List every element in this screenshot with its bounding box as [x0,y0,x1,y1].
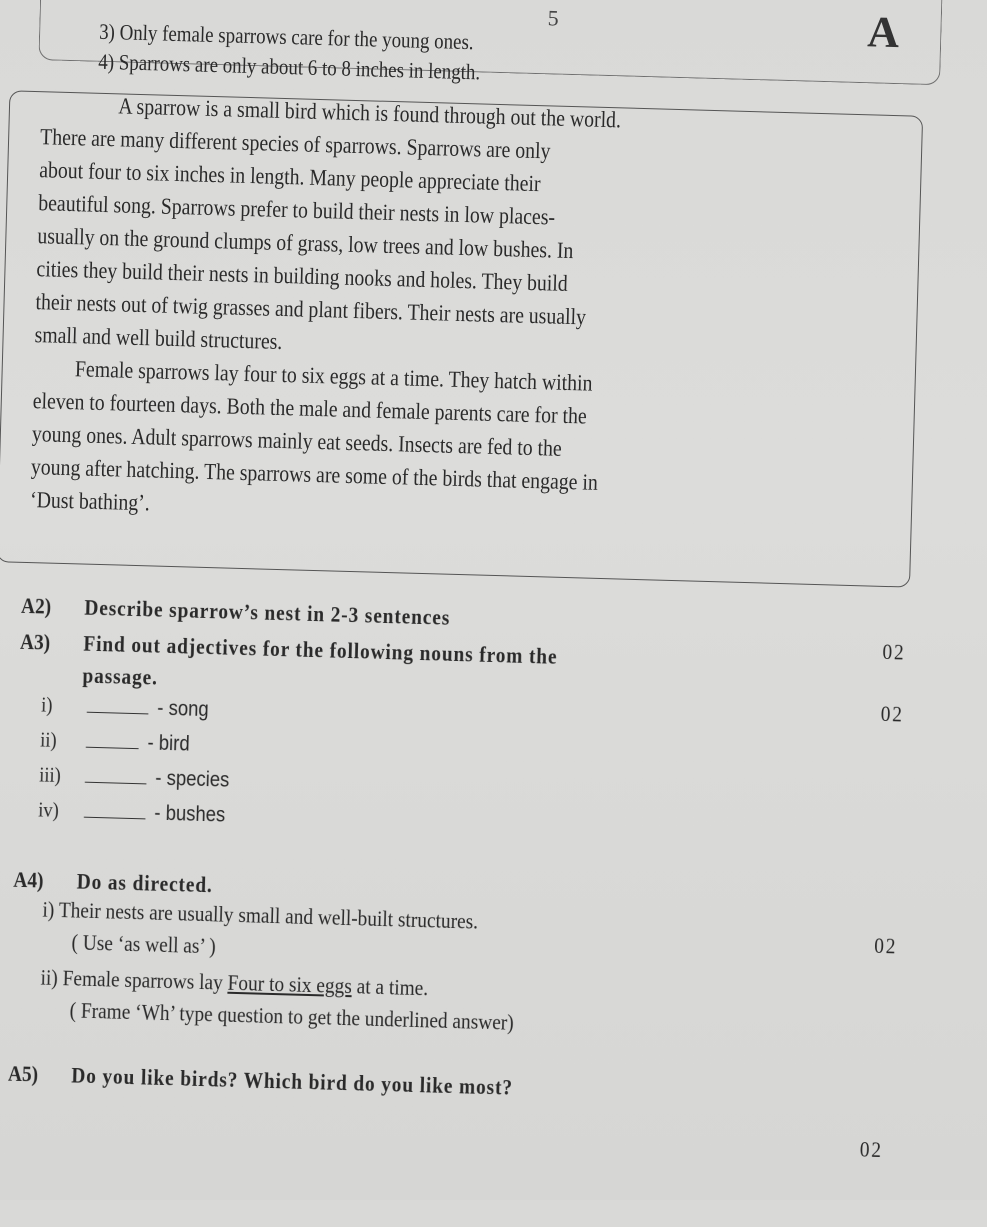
reading-passage [30,87,902,540]
passage-line: their nests out of twig grasses and plant fibers. Their nests are usually [35,289,587,330]
item-number: ii) [40,964,59,990]
do-as-directed-items [39,894,550,1040]
item-instruction: ( Frame ‘Wh’ type question to get the underlined answer) [69,997,515,1035]
item-noun: - bushes [154,801,226,827]
marks-a5: 02 [859,1136,884,1163]
statement-4: 4) Sparrows are only about 6 to 8 inches in length. [97,48,481,85]
item-noun: - species [155,766,230,792]
passage-line: beautiful song. Sparrows prefer to build their nests in low places- [38,190,556,230]
passage-line: usually on the ground clumps of grass, low trees and low bushes. In [37,223,574,264]
adjective-items [38,687,556,841]
question-text-continued: passage. [82,662,159,690]
questions-section [7,592,906,1163]
question-text: Describe sparrow’s nest in 2-3 sentences [84,594,451,630]
answer-blank[interactable] [85,768,147,785]
passage-line: young ones. Adult sparrows mainly eat seeds. Insects are fed to the [31,421,563,461]
item-sentence-start: Female sparrows lay [62,965,229,995]
question-a5 [7,1060,884,1163]
statement-3: 3) Only female sparrows care for the young ones. [98,18,474,55]
answer-blank[interactable] [86,733,139,749]
marks-a3: 02 [880,700,905,727]
marks-a4: 02 [873,932,898,959]
passage-line: about four to six inches in length. Many people appreciate their [38,157,541,197]
passage-line: A sparrow is a small bird which is found through out the world. [118,93,622,133]
question-number: A3) [19,628,51,655]
item-number: ii) [39,727,58,752]
item-number: iii) [38,762,62,787]
item-number: iv) [37,797,60,822]
marks-a2: 02 [882,638,906,665]
section-letter: A [866,7,900,58]
true-false-statements [98,17,482,88]
answer-blank[interactable] [87,698,149,715]
question-number: A2) [20,592,52,619]
passage-line: ‘Dust bathing’. [29,487,151,516]
passage-line: Female sparrows lay four to six eggs at a time. They hatch within [74,356,593,396]
item-sentence-end: at a time. [351,973,429,1001]
item-instruction: ( Use ‘as well as’ ) [71,929,217,959]
question-text: Do you like birds? Which bird do you like most? [71,1062,514,1100]
passage-line: young after hatching. The sparrows are some of the birds that engage in [30,454,599,495]
passage-line: small and well build structures. [34,322,283,355]
item-noun: - song [157,696,209,722]
passage-line: cities they build their nests in building nooks and holes. They build [36,256,569,296]
passage-line: eleven to fourteen days. Both the male and female parents care for the [32,388,588,429]
question-text: Find out adjectives for the following nouns from the [83,630,558,669]
item-noun: - bird [147,731,190,756]
answer-blank[interactable] [84,803,146,820]
passage-line: There are many different species of sparrows. Sparrows are only [39,124,551,164]
page-number: 5 [547,5,560,31]
item-number: i) [40,692,53,717]
underlined-phrase: Four to six eggs [227,969,353,999]
question-text: Do as directed. [76,868,214,898]
item-number: i) [42,896,55,922]
question-number: A4) [13,866,44,893]
question-number: A5) [7,1060,39,1087]
item-sentence: Their nests are usually small and well-built structures. [58,897,479,934]
